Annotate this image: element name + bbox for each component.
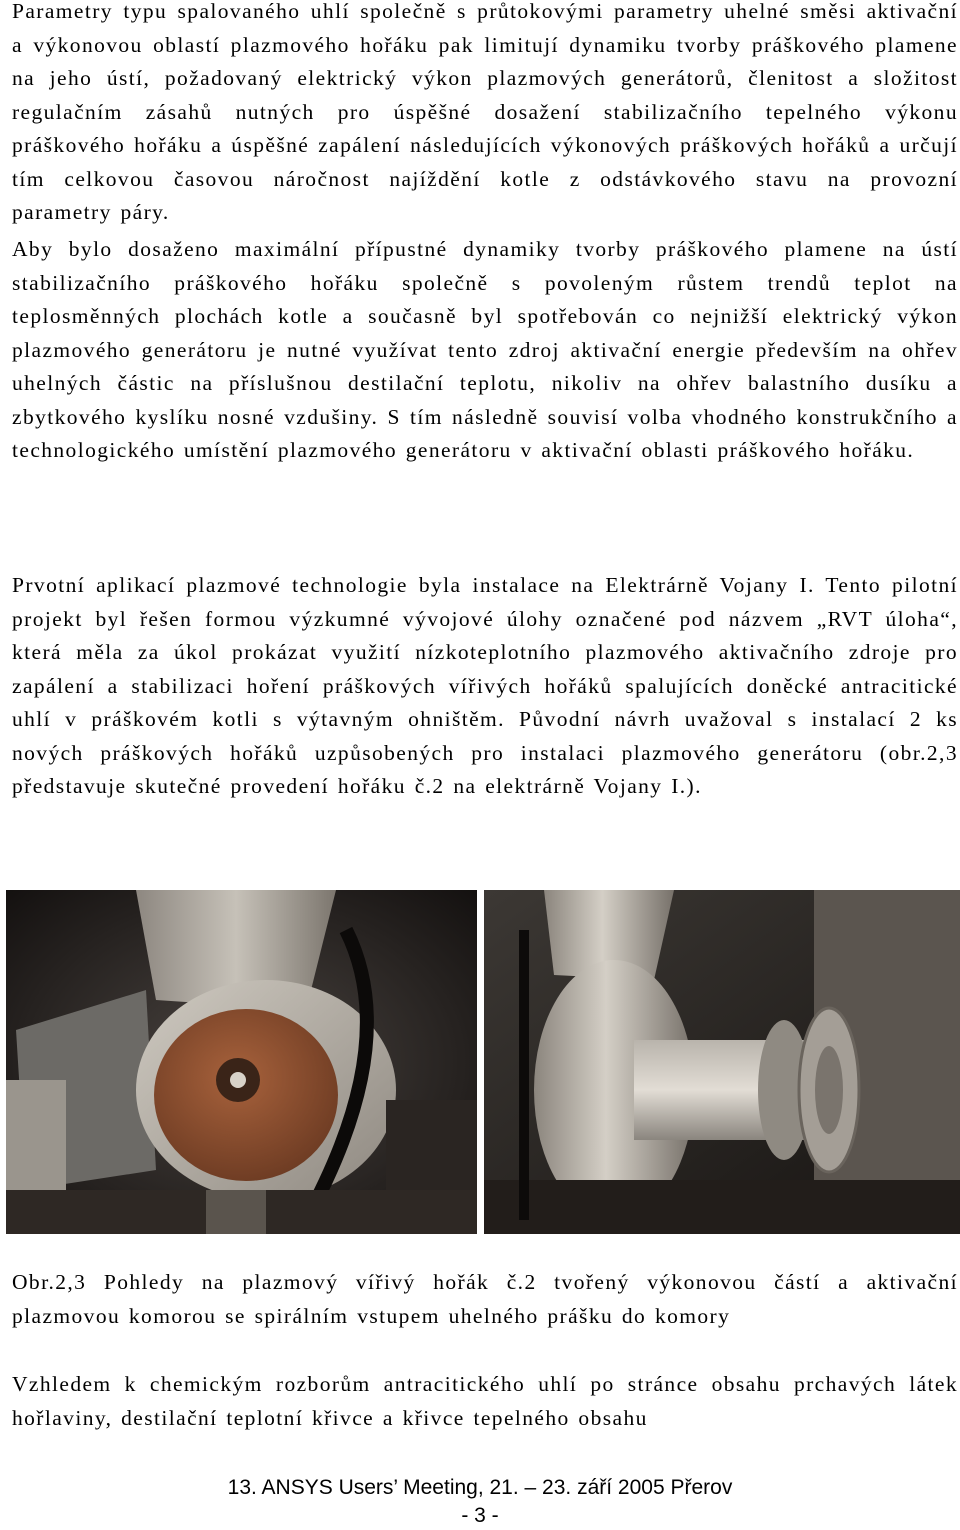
page-number: - 3 - [461, 1504, 499, 1527]
footer-meeting-info: 13. ANSYS Users’ Meeting, 21. – 23. září 2005 Přerov [227, 1476, 733, 1499]
paragraph-burner-parameters: Parametry typu spalovaného uhlí společně s průtokovými parametry uhelné směsi aktivační a výkonovou oblastí plazmového hořáku pak limitují dynamiku tvorby práškového plamene na jeho ústí, požadovaný elektrický výkon plazmových generátorů, členitost a složitost regulačním zásahů nutných pro úspěšné dosažení stabilizačního tepelného výkonu práškového hořáku a úspěšné zapálení následujících výkonových práškových hořáků a určují tím celkovou časovou náročnost najíždění kotle z odstávkového stavu na provozní parametry páry. [12, 0, 958, 224]
paragraph-vojany-application: Prvotní aplikací plazmové technologie byla instalace na Elektrárně Vojany I. Tento pilotní projekt byl řešen formou výzkumné vývojové úlohy označené pod názvem „RVT úloha“, která měla za úkol prokázat využití nízkoteplotního plazmového aktivačního zdroje pro zapálení a stabilizaci hoření práškových vířivých hořáků spalujících doněcké antracitické uhlí v práškovém kotli s výtavným ohništěm. Původní návrh uvažoval s instalací 2 ks nových práškových hořáků uzpůsobených pro instalaci plazmového generátoru (obr.2,3 představuje skutečné provedení hořáku č.2 na elektrárně Vojany I.). [12, 573, 958, 798]
burner-photo-left [6, 890, 477, 1234]
paragraph-flame-dynamics: Aby bylo dosaženo maximální přípustné dynamiky tvorby práškového plamene na ústí stabilizačního práškového hořáku společně s povoleným růstem trendů teplot na teplosměnných plochách kotle a současně byl spotřebován co nejnižší elektrický výkon plazmového generátoru je nutné využívat tento zdroj aktivační energie především na ohřev uhelných částic na příslušnou destilační teplotu, nikoliv na ohřev balastního dusíku a zbytkového kyslíku nosné vzdušiny. S tím následně souvisí volba vhodného konstrukčního a technologického umístění plazmového generátoru v aktivační oblasti práškového hořáku. [12, 237, 958, 462]
paragraph-anthracite-analysis: Vzhledem k chemickým rozborům antracitického uhlí po stránce obsahu prchavých látek hořlaviny, destilační teplotní křivce a křivce tepelného obsahu [12, 1372, 958, 1430]
figure-caption: Obr.2,3 Pohledy na plazmový vířivý hořák č.2 tvořený výkonovou částí a aktivační plazmovou komorou se spirálním vstupem uhelného prášku do komory [12, 1270, 958, 1328]
burner-photo-right [484, 890, 960, 1234]
